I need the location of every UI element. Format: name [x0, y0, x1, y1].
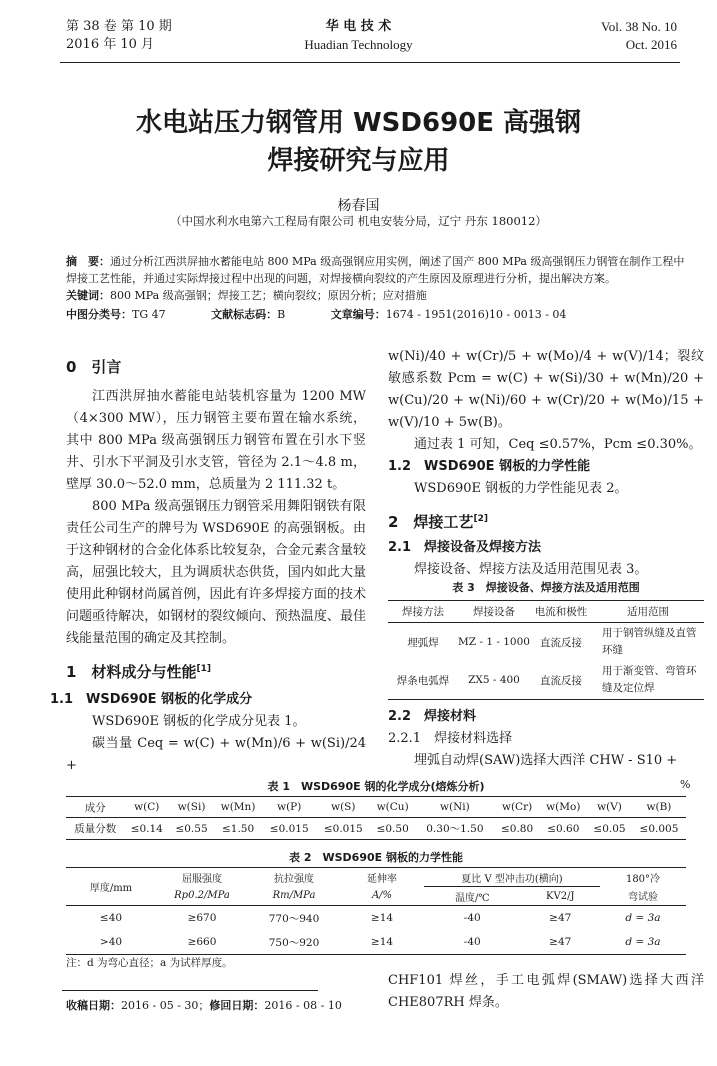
- revised-label: 修回日期：: [209, 999, 265, 1012]
- doc-code: B: [277, 308, 286, 321]
- table2-cell: ≥47: [549, 936, 572, 948]
- section-1-text: 1 材料成分与性能: [66, 663, 197, 681]
- section-2-title: [388, 508, 704, 533]
- table1-header: w(B): [632, 797, 686, 818]
- table1-unit: %: [680, 778, 691, 791]
- table1-cell: ≤0.005: [639, 822, 679, 835]
- classification-row: [66, 306, 608, 323]
- issue-date: 2016 年 10 月: [66, 37, 155, 52]
- table2-header-elongation: 延伸率: [367, 873, 397, 885]
- doc-label: 文献标志码：: [211, 308, 278, 321]
- table1-header: w(Si): [169, 797, 214, 818]
- footnote-dates: 收稿日期：2016 - 05 - 30；修回日期：2016 - 08 - 10: [66, 999, 342, 1012]
- table1-cell: ≤0.015: [269, 822, 309, 835]
- intro-paragraph-1: 江西洪屏抽水蓄能电站装机容量为 1200 MW（4×300 MW），压力钢管主要布置在输水系统，其中 800 MPa 级高强钢压力钢管布置在引水下竖井、引水下平洞及引水支管，管径为 2.1～4.8 m，壁厚 30.0～52.0 mm，总质量为 2 111.32 t。: [66, 389, 366, 492]
- table2-cell: ≥14: [370, 936, 394, 948]
- section-2-2-1-title: 2.2.1 焊接材料选择: [388, 731, 513, 746]
- table3-cell: 焊条电弧焊: [396, 674, 450, 687]
- table2-header-yield-unit: Rp0.2/MPa: [156, 887, 248, 906]
- section-1-ref: [1]: [196, 664, 211, 674]
- volume-issue: 第 38 卷 第 10 期: [66, 19, 172, 34]
- paper-title-line1: 水电站压力钢管用 WSD690E 高强钢: [135, 108, 582, 138]
- table2-header-bend-2: 弯试验: [600, 887, 686, 906]
- table3-header: 电流和极性: [530, 601, 592, 623]
- table-row: [66, 818, 686, 840]
- section-2-2-title: 2.2 焊接材料: [388, 709, 477, 724]
- table1-header: w(Mn): [214, 797, 262, 818]
- table3-cell: MZ - 1 - 1000: [458, 636, 530, 648]
- received-date: 2016 - 05 - 30: [121, 999, 199, 1012]
- section-1-title: [66, 658, 366, 683]
- table-row: [66, 930, 686, 955]
- table1-cell: ≤0.55: [175, 822, 208, 835]
- table1-cell: ≤0.80: [500, 822, 534, 835]
- section-1-1-title: 1.1 WSD690E 钢板的化学成分: [50, 692, 253, 707]
- table1-header: w(C): [124, 797, 169, 818]
- table2-header-row-2: [66, 887, 686, 906]
- table1-header: w(V): [587, 797, 632, 818]
- table3: [388, 600, 704, 700]
- issue-date-en: Oct. 2016: [625, 37, 677, 52]
- table1-cell: ≤0.05: [593, 822, 626, 835]
- section-0-title: 0 引言: [66, 358, 122, 376]
- table1-header: w(Ni): [415, 797, 495, 818]
- table3-header: 焊接方法: [388, 601, 458, 623]
- table2-header-elongation-unit: A/%: [340, 887, 424, 906]
- table3-cell: 用于渐变管、弯管环缝及定位焊: [602, 665, 697, 694]
- table1-header: w(P): [262, 797, 316, 818]
- table2-cell: ≤40: [99, 912, 123, 924]
- table2-header-thickness: 厚度/mm: [66, 868, 156, 906]
- table2-header-kv2: KV2/J: [521, 887, 600, 906]
- journal-name-cn: 华 电 技 术: [325, 19, 392, 34]
- table2-caption: 表 2 WSD690E 钢板的力学性能: [289, 851, 463, 864]
- right-column-lower: [388, 706, 704, 772]
- table1-caption: 表 1 WSD690E 钢的化学成分(熔炼分析): [267, 780, 485, 793]
- article-label: 文章编号：: [330, 308, 386, 321]
- table2-header-tensile-unit: Rm/MPa: [248, 887, 340, 906]
- table3-header-row: [388, 601, 704, 623]
- equipment-paragraph: 焊接设备、焊接方法及适用范围见表 3。: [414, 562, 648, 577]
- table1-header-row: [66, 797, 686, 818]
- table1-header: w(Cr): [495, 797, 540, 818]
- mech-paragraph: WSD690E 钢板的力学性能见表 2。: [414, 481, 628, 496]
- table2-header-impact: 夏比 V 型冲击功(横向): [424, 868, 600, 887]
- paper-title-line2: 焊接研究与应用: [267, 146, 450, 176]
- table-note: 注：d 为弯心直径；a 为试样厚度。: [66, 957, 233, 969]
- keywords: 800 MPa 级高强钢；焊接工艺；横向裂纹；原因分析；应对措施: [110, 289, 427, 302]
- keywords-label: 关键词：: [66, 289, 110, 302]
- table1-cell: ≤0.015: [323, 822, 363, 835]
- table-row: [388, 661, 704, 700]
- table3-header: 适用范围: [592, 601, 704, 623]
- section-1-2-title: 1.2 WSD690E 钢板的力学性能: [388, 459, 591, 474]
- table2-header-temp: 温度/℃: [424, 887, 521, 906]
- material-paragraph-end: CHF101 焊丝，手工电弧焊(SMAW)选择大西洋 CHE807RH 焊条。: [388, 973, 704, 1010]
- table1-cell: 质量分数: [74, 823, 117, 835]
- left-column: [50, 356, 366, 777]
- table-row: [388, 623, 704, 662]
- section-2-ref: [2]: [473, 514, 488, 524]
- journal-name-en: Huadian Technology: [304, 37, 413, 52]
- ceq-formula-start: 碳当量 Ceq = w(C) + w(Mn)/6 + w(Si)/24 +: [66, 736, 366, 773]
- author: 杨春国: [337, 198, 380, 214]
- table2-cell: -40: [463, 912, 481, 924]
- affiliation: （中国水利水电第六工程局有限公司 机电安装分局，辽宁 丹东 180012）: [170, 214, 547, 228]
- table2-cell: -40: [463, 936, 481, 948]
- table2-cell: ≥14: [370, 912, 394, 924]
- table2-cell: ≥47: [549, 912, 572, 924]
- table1-header: w(S): [316, 797, 370, 818]
- volume-issue-en: Vol. 38 No. 10: [601, 19, 677, 34]
- table2-cell: 770～940: [268, 912, 320, 925]
- material-paragraph-start: 埋弧自动焊(SAW)选择大西洋 CHW - S10 +: [414, 753, 678, 768]
- table2-cell: d = 3a: [625, 912, 661, 924]
- revised-date: 2016 - 08 - 10: [264, 999, 342, 1012]
- section-2-1-title: 2.1 焊接设备及焊接方法: [388, 540, 542, 555]
- table2: [66, 867, 686, 955]
- table2-header-yield: 屈服强度: [182, 873, 222, 885]
- abstract: [66, 253, 686, 304]
- table3-cell: 直流反接: [540, 674, 582, 687]
- table1-header: w(Cu): [370, 797, 415, 818]
- right-column: [388, 346, 704, 581]
- table1-header: 成分: [66, 797, 124, 818]
- intro-paragraph-2: 800 MPa 级高强钢压力钢管采用舞阳钢铁有限责任公司生产的牌号为 WSD690E 的高强钢板。由于这种钢材的合金化体系比较复杂，合金元素含量较高，屈强比较大，且为调质状态供货，国内如此大量使用此种钢材尚属首例，因此有许多焊接方面的技术问题亟待解决，如钢材的裂纹倾向、预热温度、最佳线能量范围的确定及其控制。: [66, 499, 366, 646]
- table3-cell: 埋弧焊: [407, 636, 439, 649]
- clc-number: TG 47: [132, 308, 166, 321]
- table2-header-row-1: [66, 868, 686, 887]
- article-number: 1674 - 1951(2016)10 - 0013 - 04: [385, 308, 567, 321]
- journal-volume-en: [601, 18, 677, 54]
- table2-header-tensile: 抗拉强度: [274, 873, 314, 885]
- abstract-text: 通过分析江西洪屏抽水蓄能电站 800 MPa 级高强钢应用实例，阐述了国产 800 MPa 级高强钢压力钢管在制作工程中焊接工艺性能，并通过实际焊接过程中出现的问题，对焊接横向裂纹的产生原因及原理进行分析，提出解决方案。: [66, 255, 685, 285]
- received-label: 收稿日期：: [66, 999, 121, 1012]
- table1-cell: ≤0.60: [547, 822, 580, 835]
- table3-header: 焊接设备: [458, 601, 530, 623]
- table-row: [66, 906, 686, 931]
- table1: [66, 796, 686, 840]
- table1-cell: ≤1.50: [221, 822, 255, 835]
- table1-cell: ≤0.14: [130, 822, 163, 835]
- table2-cell: ≥660: [187, 936, 217, 948]
- footnote-divider: [62, 990, 318, 991]
- table2-header-bend: 180°冷: [625, 873, 661, 885]
- table2-cell: d = 3a: [625, 936, 661, 948]
- table2-cell: ≥670: [187, 912, 217, 924]
- table1-cell: 0.30～1.50: [426, 823, 484, 835]
- table2-cell: 750～920: [268, 936, 320, 949]
- right-column-bottom: [388, 970, 704, 1014]
- ceq-conclusion: 通过表 1 可知，Ceq ≤0.57%，Pcm ≤0.30%。: [414, 437, 702, 452]
- chem-paragraph: WSD690E 钢板的化学成分见表 1。: [92, 714, 306, 729]
- header-divider: [60, 62, 680, 63]
- table3-cell: 用于钢管纵缝及直管环缝: [602, 627, 697, 656]
- table2-cell: >40: [99, 936, 123, 948]
- abstract-label: 摘 要：: [66, 255, 110, 268]
- table1-header: w(Mo): [539, 797, 587, 818]
- clc-label: 中图分类号：: [66, 308, 132, 321]
- table3-cell: 直流反接: [540, 636, 582, 649]
- table1-cell: ≤0.50: [376, 822, 409, 835]
- section-2-text: 2 焊接工艺: [388, 513, 474, 531]
- table3-cell: ZX5 - 400: [468, 674, 520, 686]
- pcm-formula: w(Ni)/40 + w(Cr)/5 + w(Mo)/4 + w(V)/14；裂纹敏感系数 Pcm = w(C) + w(Si)/30 + w(Mn)/20 + w(Cu)/20 + w(Ni)/60 + w(Cr)/20 + w(Mo)/15 + w(V)/10 + 5w(B)。: [388, 349, 704, 430]
- table3-caption: 表 3 焊接设备、焊接方法及适用范围: [452, 581, 640, 594]
